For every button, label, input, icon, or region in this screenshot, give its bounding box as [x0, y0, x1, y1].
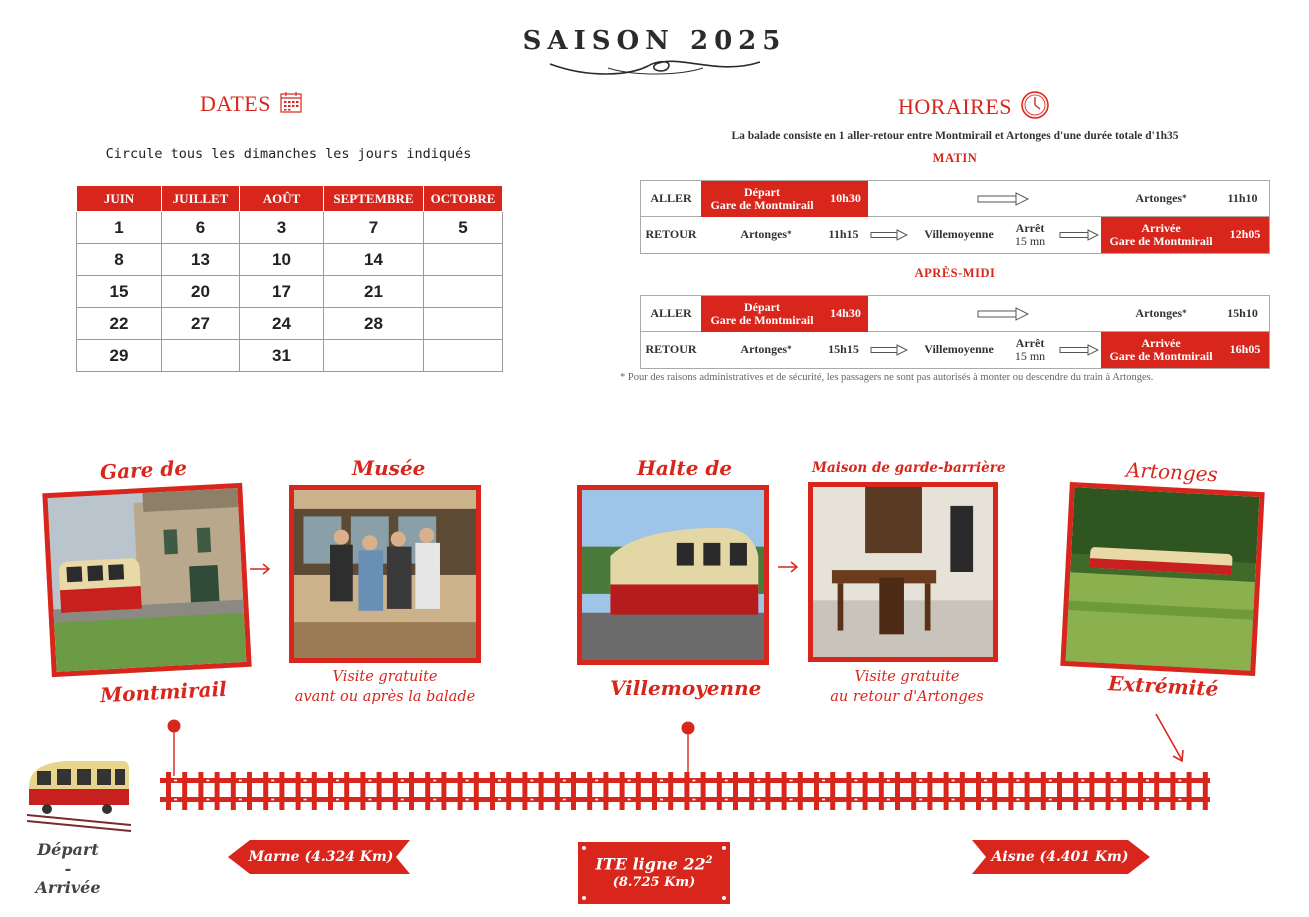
arrow-right-icon — [977, 307, 1029, 321]
asterisk: * — [787, 229, 792, 240]
rail-joint — [887, 799, 890, 801]
villemoyenne-photo — [577, 485, 769, 665]
dates-heading — [200, 90, 303, 117]
rail-joint — [660, 799, 663, 801]
track-tie — [1025, 772, 1030, 810]
date-cell: 29 — [77, 340, 162, 372]
date-cell: 27 — [162, 308, 240, 340]
track-tie — [506, 772, 511, 810]
track-tie — [377, 772, 382, 810]
depart-label: Départ — [744, 184, 780, 199]
track-tie — [798, 772, 803, 810]
track-tie — [1057, 772, 1062, 810]
track-tie — [992, 772, 997, 810]
dates-table — [76, 185, 503, 372]
track-tie — [1154, 772, 1159, 810]
arrow-right-icon — [249, 562, 271, 576]
rail-joint — [822, 780, 825, 782]
date-cell: 6 — [162, 212, 240, 244]
rail-joint — [1114, 799, 1117, 801]
musee-caption — [279, 668, 491, 707]
date-cell: 5 — [424, 212, 503, 244]
artonges-photo — [1060, 482, 1264, 676]
rail-joint — [790, 799, 793, 801]
track-tie — [1008, 772, 1013, 810]
matin-schedule — [640, 180, 1270, 254]
date-cell: 1 — [77, 212, 162, 244]
rail-joint — [725, 799, 728, 801]
date-cell — [162, 340, 240, 372]
apres-midi-schedule — [640, 295, 1270, 369]
sign-bolts — [578, 842, 730, 904]
rail-joint — [498, 780, 501, 782]
end-label: Arrivée — [35, 878, 101, 898]
asterisk: * — [787, 344, 792, 355]
track-tie — [765, 772, 770, 810]
aisne-direction-sign: Aisne (4.401 Km) — [991, 849, 1129, 865]
track-tie — [296, 772, 301, 810]
track-tie — [458, 772, 463, 810]
aller-label: ALLER — [650, 191, 692, 206]
depart-time: 10h30 — [830, 191, 861, 206]
arrow-right-icon — [777, 560, 799, 574]
depart-cell — [701, 181, 868, 217]
date-cell — [424, 340, 503, 372]
track-tie — [960, 772, 965, 810]
dest-time: 11h10 — [1227, 191, 1258, 206]
rail-joint — [952, 780, 955, 782]
table-row — [77, 212, 503, 244]
rail-joint — [271, 780, 274, 782]
villemoyenne-bottom-label: Villemoyenne — [610, 676, 762, 700]
retour-label: RETOUR — [645, 342, 697, 357]
date-cell: 14 — [324, 244, 424, 276]
rail-joint — [206, 799, 209, 801]
rail-joint — [757, 780, 760, 782]
track-tie — [976, 772, 981, 810]
track-tie — [263, 772, 268, 810]
dates-table-header — [77, 186, 503, 212]
arrivee-station: Gare de Montmirail — [1109, 349, 1213, 363]
date-cell: 21 — [324, 276, 424, 308]
dest-name: Artonges — [1135, 191, 1183, 206]
rail-joint — [660, 780, 663, 782]
date-cell: 10 — [240, 244, 324, 276]
station-building-image — [48, 488, 247, 672]
track-tie — [393, 772, 398, 810]
rail-joint — [401, 780, 404, 782]
dates-heading-text: DATES — [200, 91, 271, 116]
track-tie — [603, 772, 608, 810]
maison-photo — [808, 482, 998, 662]
rail-joint — [1049, 799, 1052, 801]
track-tie — [1170, 772, 1175, 810]
ite-ligne-label: ITE ligne 22 — [595, 854, 706, 874]
rail-joint — [854, 799, 857, 801]
rail-joint — [239, 799, 242, 801]
rail-joint — [1178, 799, 1181, 801]
aller-row — [641, 296, 1269, 332]
stop-cell — [1005, 332, 1055, 368]
stop-label: Arrêt — [1015, 335, 1045, 350]
rail-joint — [790, 780, 793, 782]
montmirail-location-pin — [165, 718, 183, 778]
track-tie — [636, 772, 641, 810]
depart-time: 14h30 — [830, 306, 861, 321]
track-tie — [539, 772, 544, 810]
separator-dash: - — [64, 859, 72, 879]
arrivee-time: 12h05 — [1229, 227, 1261, 242]
rail-joint — [1016, 799, 1019, 801]
rail-joint — [822, 799, 825, 801]
col-septembre: SEPTEMBRE — [324, 186, 424, 212]
villemoyenne-location-pin — [679, 720, 697, 778]
rail-joint — [466, 799, 469, 801]
rail-joint — [595, 799, 598, 801]
track-tie — [668, 772, 673, 810]
rail-joint — [530, 780, 533, 782]
track-tie — [927, 772, 932, 810]
retour-label: RETOUR — [645, 227, 697, 242]
table-row — [77, 308, 503, 340]
track-tie — [1073, 772, 1078, 810]
track-tie — [782, 772, 787, 810]
col-aout: AOÛT — [240, 186, 324, 212]
rail-joint — [498, 799, 501, 801]
table-row — [77, 276, 503, 308]
dest-cell — [1111, 181, 1211, 217]
depart-station: Gare de Montmirail — [710, 198, 814, 212]
rail-joint — [1081, 780, 1084, 782]
musee-caption-line1: Visite gratuite — [332, 669, 438, 685]
track-tie — [279, 772, 284, 810]
rail-joint — [206, 780, 209, 782]
date-cell: 13 — [162, 244, 240, 276]
track-tie — [879, 772, 884, 810]
title-flourish-ornament — [548, 56, 762, 78]
dates-subtitle: Circule tous les dimanches les jours indiqués — [105, 146, 472, 162]
track-tie — [1089, 772, 1094, 810]
rail-joint — [433, 780, 436, 782]
rail-joint — [1081, 799, 1084, 801]
track-tie — [733, 772, 738, 810]
rail-joint — [174, 780, 177, 782]
rail-joint — [725, 780, 728, 782]
retour-via: Villemoyenne — [924, 227, 994, 242]
arrow-right-icon — [870, 229, 908, 241]
clock-icon — [1020, 90, 1050, 120]
rail-joint — [530, 799, 533, 801]
rail-joint — [563, 799, 566, 801]
date-cell: 22 — [77, 308, 162, 340]
museum-visitors-image — [294, 490, 476, 658]
rail-joint — [919, 780, 922, 782]
musee-photo — [289, 485, 481, 663]
track-tie — [863, 772, 868, 810]
arrivee-label: Arrivée — [1141, 220, 1181, 235]
maison-caption-line1: Visite gratuite — [854, 669, 960, 685]
start-label: Départ — [37, 840, 99, 859]
rail-joint — [919, 799, 922, 801]
maison-caption-line2: au retour d'Artonges — [830, 688, 984, 705]
track-tie — [701, 772, 706, 810]
villemoyenne-top-label: Halte de — [637, 456, 733, 480]
rail-joint — [692, 780, 695, 782]
col-juin: JUIN — [77, 186, 162, 212]
stop-duration: 15 mn — [1014, 349, 1046, 363]
musee-top-label: Musée — [352, 456, 426, 480]
track-tie — [717, 772, 722, 810]
asterisk: * — [1182, 308, 1187, 319]
track-tie — [344, 772, 349, 810]
arrow-right-icon — [977, 192, 1029, 206]
track-tie — [522, 772, 527, 810]
rail-joint — [271, 799, 274, 801]
arrivee-label: Arrivée — [1141, 335, 1181, 350]
track-tie — [231, 772, 236, 810]
rail-joint — [692, 799, 695, 801]
arrow-right-icon — [1059, 229, 1099, 241]
rail-joint — [304, 780, 307, 782]
col-octobre: OCTOBRE — [424, 186, 503, 212]
track-tie — [555, 772, 560, 810]
track-tie — [215, 772, 220, 810]
montmirail-photo — [42, 483, 251, 677]
track-tie — [749, 772, 754, 810]
retour-from-time: 15h15 — [828, 342, 859, 357]
musee-caption-line2: avant ou après la balade — [294, 688, 476, 705]
rail-joint — [368, 780, 371, 782]
rail-joint — [1178, 780, 1181, 782]
rail-joint — [401, 799, 404, 801]
calendar-icon — [279, 90, 303, 114]
retour-from-time: 11h15 — [828, 227, 859, 242]
track-tie — [652, 772, 657, 810]
train-icon — [27, 757, 131, 833]
date-cell: 31 — [240, 340, 324, 372]
track-tie — [1106, 772, 1111, 810]
track-tie — [490, 772, 495, 810]
horaires-heading — [898, 90, 1050, 120]
stop-label: Arrêt — [1015, 220, 1045, 235]
rail-joint — [887, 780, 890, 782]
aller-row — [641, 181, 1269, 217]
track-tie — [474, 772, 479, 810]
aller-label: ALLER — [650, 306, 692, 321]
date-cell: 15 — [77, 276, 162, 308]
depart-cell — [701, 296, 868, 332]
rail-joint — [1146, 799, 1149, 801]
track-tie — [425, 772, 430, 810]
retour-row — [641, 332, 1269, 368]
montmirail-bottom-label: Montmirail — [99, 676, 228, 708]
retour-from-name: Artonges — [740, 342, 788, 357]
rail-joint — [595, 780, 598, 782]
track-tie — [247, 772, 252, 810]
track-tie — [1041, 772, 1046, 810]
rail-joint — [628, 799, 631, 801]
track-tie — [830, 772, 835, 810]
horaires-description: La balade consiste en 1 aller-retour entre Montmirail et Artonges d'une durée totale d'1h35 — [731, 130, 1179, 142]
arrow-down-right-icon — [1154, 712, 1186, 764]
rail-joint — [952, 799, 955, 801]
rail-joint — [368, 799, 371, 801]
train-in-countryside-image — [1066, 487, 1260, 670]
rail-joint — [628, 780, 631, 782]
rail-joint — [304, 799, 307, 801]
marne-direction-sign: Marne (4.324 Km) — [248, 849, 394, 865]
track-tie — [846, 772, 851, 810]
date-cell: 7 — [324, 212, 424, 244]
rail-joint — [1146, 780, 1149, 782]
track-tie — [1138, 772, 1143, 810]
retour-from — [721, 217, 811, 253]
arrow-right-icon — [870, 344, 908, 356]
retour-row — [641, 217, 1269, 253]
rail-joint — [174, 799, 177, 801]
track-tie — [1203, 772, 1208, 810]
rail-joint — [757, 799, 760, 801]
track-tie — [895, 772, 900, 810]
track-tie — [441, 772, 446, 810]
track-tie — [1122, 772, 1127, 810]
arrivee-station: Gare de Montmirail — [1109, 234, 1213, 248]
ite-superscript: 2 — [705, 854, 713, 866]
maison-caption — [808, 668, 1006, 707]
apres-midi-label: APRÈS-MIDI — [914, 266, 996, 280]
dest-name: Artonges — [1135, 306, 1183, 321]
dest-time: 15h10 — [1227, 306, 1258, 321]
depart-label: Départ — [744, 299, 780, 314]
col-juillet: JUILLET — [162, 186, 240, 212]
arrivee-cell — [1101, 217, 1269, 253]
date-cell: 3 — [240, 212, 324, 244]
track-tie — [944, 772, 949, 810]
asterisk: * — [1182, 193, 1187, 204]
rail-joint — [239, 780, 242, 782]
table-row — [77, 244, 503, 276]
date-cell — [424, 244, 503, 276]
rail-joint — [433, 799, 436, 801]
track-tie — [587, 772, 592, 810]
arrivee-cell — [1101, 332, 1269, 368]
depart-station: Gare de Montmirail — [710, 313, 814, 327]
track-tie — [814, 772, 819, 810]
dest-cell — [1111, 296, 1211, 332]
train-at-halt-image — [582, 490, 764, 660]
ite-distance: (8.725 Km) — [612, 875, 696, 891]
date-cell — [424, 308, 503, 340]
retour-via: Villemoyenne — [924, 342, 994, 357]
track-tie — [198, 772, 203, 810]
stop-cell — [1005, 217, 1055, 253]
stop-duration: 15 mn — [1014, 234, 1046, 248]
dining-room-image — [813, 487, 993, 657]
start-end-label — [30, 840, 106, 898]
rail-joint — [563, 780, 566, 782]
date-cell: 24 — [240, 308, 324, 340]
matin-label: MATIN — [932, 151, 978, 165]
date-cell: 8 — [77, 244, 162, 276]
table-row — [77, 340, 503, 372]
date-cell — [324, 340, 424, 372]
rail-joint — [466, 780, 469, 782]
maison-top-label: Maison de garde-barrière — [812, 460, 1006, 476]
rail-joint — [1114, 780, 1117, 782]
track-tie — [620, 772, 625, 810]
track-tie — [911, 772, 916, 810]
arrivee-time: 16h05 — [1229, 342, 1261, 357]
track-tie — [571, 772, 576, 810]
rail-joint — [1049, 780, 1052, 782]
track-tie — [328, 772, 333, 810]
rail-joint — [984, 780, 987, 782]
horaires-heading-text: HORAIRES — [898, 94, 1013, 119]
rail-joint — [854, 780, 857, 782]
rail-joint — [336, 799, 339, 801]
rail-joint — [1016, 780, 1019, 782]
arrow-right-icon — [1059, 344, 1099, 356]
date-cell — [424, 276, 503, 308]
rail-joint — [336, 780, 339, 782]
track-tie — [360, 772, 365, 810]
track-tie — [1187, 772, 1192, 810]
montmirail-top-label: Gare de — [99, 455, 188, 485]
date-cell: 17 — [240, 276, 324, 308]
retour-from-name: Artonges — [740, 227, 788, 242]
footnote: * Pour des raisons administratives et de sécurité, les passagers ne sont pas autorisés à monter ou descendre du train à Artonges. — [620, 372, 1154, 383]
date-cell: 28 — [324, 308, 424, 340]
artonges-bottom-label: Extrémité — [1107, 671, 1219, 701]
track-tie — [409, 772, 414, 810]
artonges-top-label: Artonges — [1125, 457, 1219, 487]
track-tie — [312, 772, 317, 810]
date-cell: 20 — [162, 276, 240, 308]
retour-from — [721, 332, 811, 368]
rail-joint — [984, 799, 987, 801]
page-title: SAISON 2025 — [522, 26, 787, 56]
